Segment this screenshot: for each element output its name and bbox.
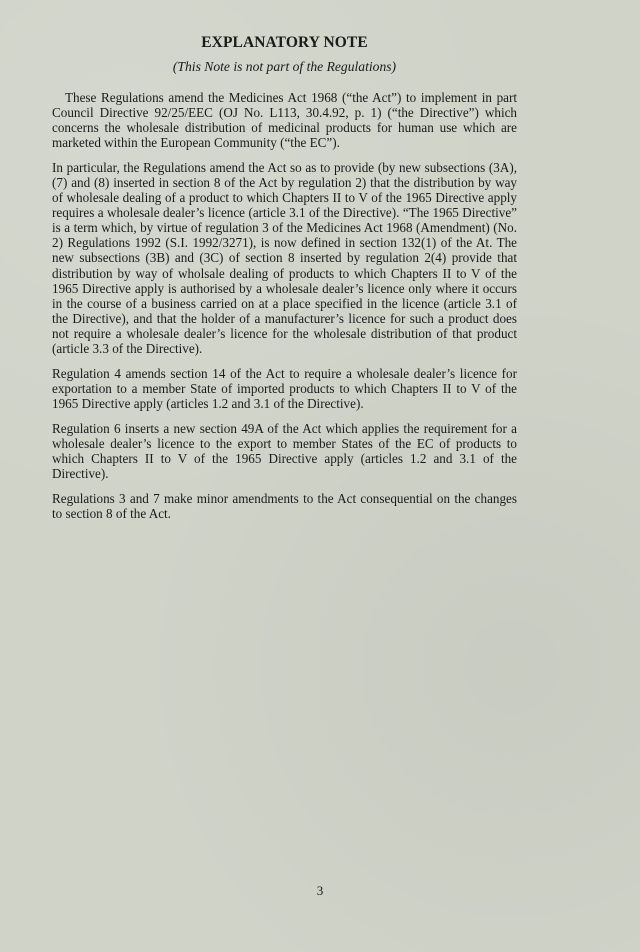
page-title: EXPLANATORY NOTE xyxy=(201,34,368,51)
document-content xyxy=(52,34,517,531)
page-number: 3 xyxy=(316,883,324,898)
paragraph-5: Regulations 3 and 7 make minor amendments to the Act consequential on the changes to section 8 of the Act. xyxy=(52,491,517,522)
page-subtitle: (This Note is not part of the Regulations) xyxy=(172,59,397,74)
paragraph-3: Regulation 4 amends section 14 of the Act to require a wholesale dealer’s licence for exportation to a member State of imported products to which Chapters II to V of the 1965 Directive apply (articles 1.2 and 3.1 of the Directive). xyxy=(52,365,517,411)
paragraph-4: Regulation 6 inserts a new section 49A of the Act which applies the requirement for a wholesale dealer’s licence to the export to member States of the EC of products to which Chapters II to V of the 1965 Directive apply (articles 1.2 and 3.1 of the Directive). xyxy=(52,420,517,482)
paragraph-1: These Regulations amend the Medicines Act 1968 (“the Act”) to implement in part Council Directive 92/25/EEC (OJ No. L113, 30.4.92, p. 1) (“the Directive”) which concerns the wholesale distribution of medicinal products for human use which are marketed within the European Community (“the EC”). xyxy=(52,90,517,151)
paragraph-2: In particular, the Regulations amend the Act so as to provide (by new subsections (3A), (7) and (8) inserted in section 8 of the Act by regulation 2) that the distribution by way of wholesale dealing of a product to which Chapters II to V of the 1965 Directive apply requires a wholesale dealer’s licence (article 3.1 of the Directive). “The 1965 Directive” is a term which, by virtue of regulation 3 of the Medicines Act 1968 (Amendment) (No. 2) Regulations 1992 (S.I. 1992/3271), is now defined in section 132(1) of the At. The new subsections (3B) and (3C) of section 8 inserted by regulation 2(4) provide that distribution by way of wholsale dealing of products to which Chapters II to V of the 1965 Directive apply is authorised by a wholesale dealer’s licence only where it occurs in the course of a business carried on at a place specified in the licence (article 3.1 of the Directive), and that the holder of a manufacturer’s licence for such a product does not require a wholesale dealer’s licence for the wholesale distribution of that product (article 3.3 of the Directive). xyxy=(52,160,517,356)
